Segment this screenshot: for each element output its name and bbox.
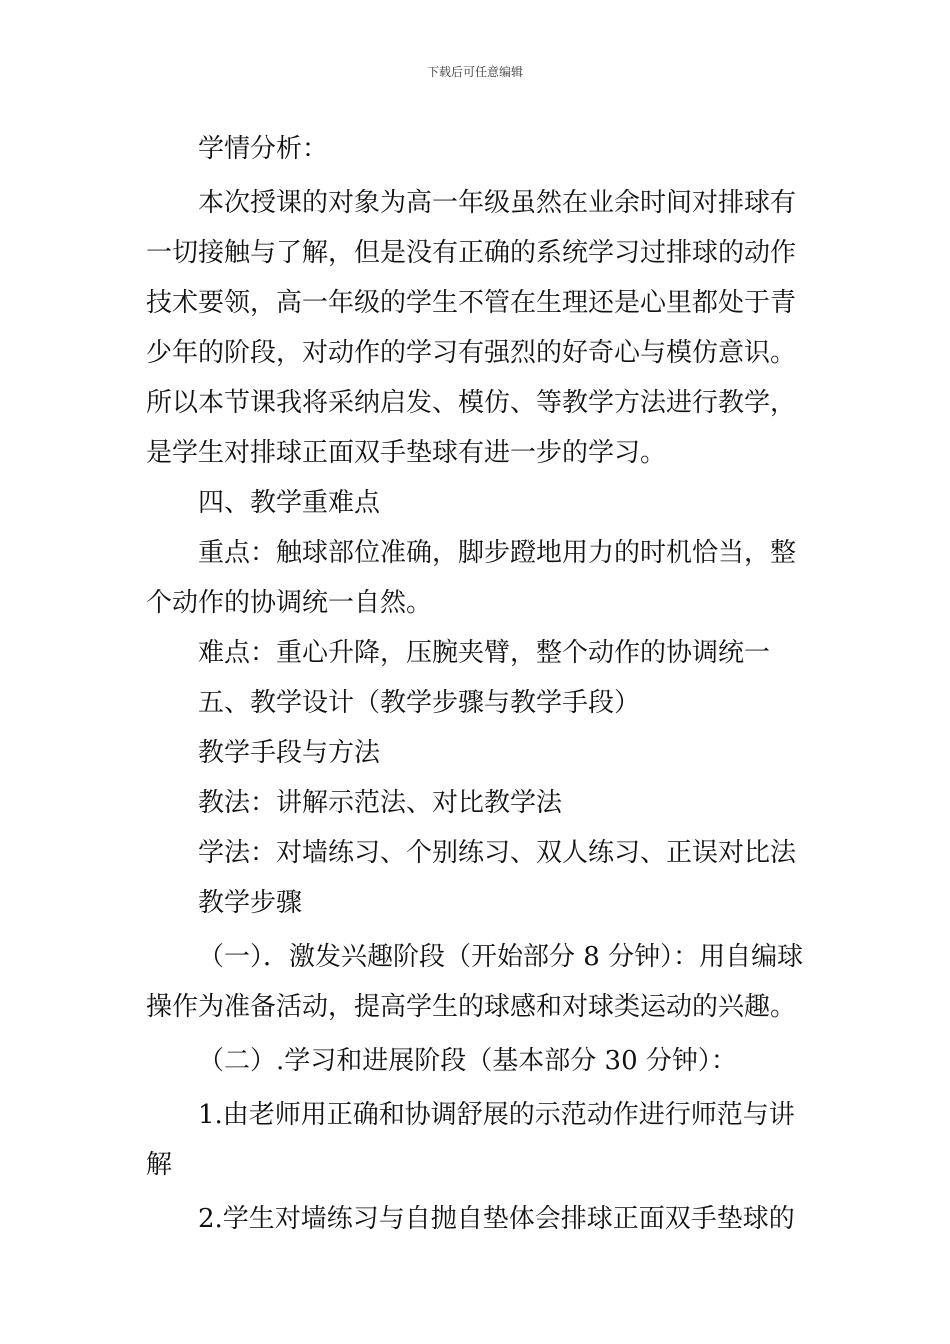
paragraph-line: 1.由老师用正确和协调舒展的示范动作进行师范与讲 (198, 1100, 795, 1130)
paragraph-line: 技术要领，高一年级的学生不管在生理还是心里都处于青 (146, 288, 797, 318)
page-header-note: 下载后可任意编辑 (426, 65, 523, 79)
paragraph-line: 本次授课的对象为高一年级虽然在业余时间对排球有 (198, 188, 797, 218)
paragraph-line: 个动作的协调统一自然。 (146, 588, 433, 618)
paragraph-line: 所以本节课我将采纳启发、模仿、等教学方法进行教学， (146, 388, 797, 418)
section-heading-teaching-design: 五、教学设计（教学步骤与教学手段） (198, 688, 641, 718)
section-heading-learning-analysis: 学情分析： (198, 134, 329, 164)
section-heading-key-points: 四、教学重难点 (198, 488, 381, 518)
paragraph-line: 重点：触球部位准确，脚步蹬地用力的时机恰当，整 (198, 538, 797, 568)
paragraph-line: 教法：讲解示范法、对比教学法 (198, 788, 563, 818)
paragraph-line: 学法：对墙练习、个别练习、双人练习、正误对比法 (198, 838, 797, 868)
paragraph-line: 解 (146, 1150, 173, 1180)
subheading-teaching-methods: 教学手段与方法 (198, 738, 381, 768)
paragraph-line: 操作为准备活动，提高学生的球感和对球类运动的兴趣。 (146, 992, 797, 1022)
paragraph-line: 一切接触与了解，但是没有正确的系统学习过排球的动作 (146, 238, 797, 268)
paragraph-line: 2.学生对墙练习与自抛自垫体会排球正面双手垫球的 (198, 1204, 795, 1234)
paragraph-line: 是学生对排球正面双手垫球有进一步的学习。 (146, 438, 667, 468)
paragraph-line: 难点：重心升降，压腕夹臂，整个动作的协调统一 (198, 638, 771, 668)
paragraph-line: 少年的阶段，对动作的学习有强烈的好奇心与模仿意识。 (146, 338, 797, 368)
paragraph-line: （一）．激发兴趣阶段（开始部分 8 分钟）：用自编球 (198, 942, 804, 972)
paragraph-line: （二）.学习和进展阶段（基本部分 30 分钟）： (198, 1046, 737, 1076)
document-body (146, 124, 810, 1244)
subheading-teaching-steps: 教学步骤 (198, 888, 303, 918)
